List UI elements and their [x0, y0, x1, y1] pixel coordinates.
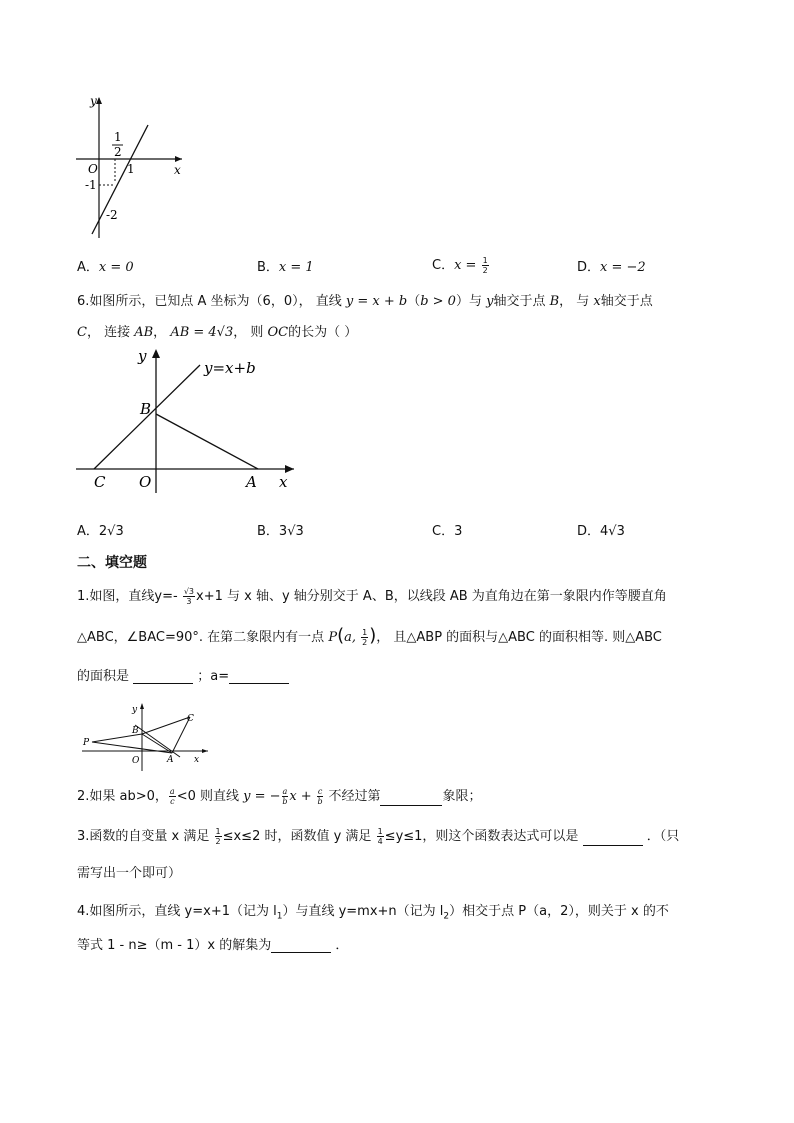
- point-p-label: P: [83, 738, 90, 748]
- graph-fill-q1: [80, 700, 220, 772]
- answer-blank[interactable]: [583, 831, 643, 846]
- option-expr: 3: [454, 524, 463, 539]
- option-expr: 3√3: [278, 524, 304, 539]
- x-axis-label: x: [174, 163, 181, 177]
- q6-option-a[interactable]: [77, 520, 124, 539]
- q6-stem-line1: 6.如图所示，已知点 A 坐标为（6，0）， 直线 y = x + b（b > 0）与 y轴交于点 B， 与 x轴交于点: [77, 294, 653, 309]
- point-c-label: C: [187, 714, 194, 724]
- q6-option-c[interactable]: [432, 520, 462, 539]
- option-fraction: $\frac{1}{2}$: [482, 256, 488, 275]
- answer-blank-a[interactable]: [229, 669, 289, 684]
- graph-q5: [70, 88, 190, 243]
- answer-blank-area[interactable]: [133, 669, 193, 684]
- q5-option-d[interactable]: [577, 256, 646, 275]
- point-b-label: B: [140, 400, 152, 418]
- option-letter: A．: [77, 524, 99, 539]
- q5-option-b[interactable]: [257, 256, 314, 275]
- option-letter: A．: [77, 260, 99, 275]
- graph-q6: [72, 345, 302, 495]
- fq1-line1: 1.如图，直线y=- $\frac{√3}{3}$ x+1 与 x 轴、y 轴分别交于 A、B，以线段 AB 为直角边在第一象限内作等腰直角: [77, 587, 667, 606]
- answer-blank[interactable]: [380, 791, 442, 806]
- fq1-line2: △ABC，∠BAC=90°. 在第二象限内有一点 P(a, $\frac{1}{2}$ )， 且△ABP 的面积与△ABC 的面积相等. 则△ABC: [77, 625, 662, 647]
- q5-option-a[interactable]: [77, 256, 134, 275]
- q6-stem-line2: C， 连接 AB， AB = 4√3， 则 OC的长为（ ）: [77, 325, 358, 340]
- point-b-label: B: [132, 726, 139, 736]
- half-denominator: 2: [114, 145, 122, 159]
- option-expr: x =: [454, 258, 481, 273]
- q6-option-b[interactable]: [257, 520, 304, 539]
- fq3-line1: 3.函数的自变量 x 满足 $\frac{1}{2}$ ≤x≤2 时，函数值 y 满足 $\frac{1}{4}$ ≤y≤1，则这个函数表达式可以是 ．（只: [77, 827, 680, 846]
- half-numerator: 1: [114, 130, 122, 144]
- line-label: y=x+b: [204, 359, 256, 377]
- option-letter: D．: [577, 260, 601, 275]
- neg2-label: -2: [106, 208, 118, 222]
- q6-option-d[interactable]: [577, 520, 625, 539]
- q5-option-c[interactable]: [432, 254, 490, 275]
- fq1-line3: 的面积是 ；a=: [77, 665, 289, 684]
- fq2-line: 2.如果 ab>0， $\frac{a}{c}$ <0 则直线 y = − $\frac{a}{b}$ x + $\frac{c}{b}$ 不经过第 象限；: [77, 787, 482, 806]
- point-a-label: A: [167, 755, 174, 765]
- answer-blank[interactable]: [271, 938, 331, 953]
- y-axis-label: y: [138, 347, 147, 365]
- option-expr: 4√3: [600, 524, 625, 539]
- origin-label: O: [132, 756, 140, 766]
- y-axis-label: y: [90, 94, 97, 108]
- option-letter: C．: [432, 258, 455, 273]
- point-a-label: A: [246, 473, 257, 491]
- one-label: 1: [127, 162, 135, 176]
- option-letter: B．: [257, 260, 279, 275]
- option-letter: C．: [432, 524, 455, 539]
- x-axis-label: x: [279, 473, 288, 491]
- option-letter: B．: [257, 524, 279, 539]
- origin-label: O: [139, 473, 152, 491]
- fq4-line2: 等式 1 - n≥（m - 1）x 的解集为 ．: [77, 938, 349, 953]
- option-expr: 2√3: [98, 524, 124, 539]
- neg1-label: -1: [85, 178, 97, 192]
- x-axis-label: x: [194, 755, 200, 765]
- section-heading: 二、填空题: [77, 555, 147, 571]
- point-c-label: C: [94, 473, 106, 491]
- fq3-line2: 需写出一个即可）: [77, 866, 182, 881]
- option-letter: D．: [577, 524, 601, 539]
- option-expr: x = −2: [600, 260, 646, 275]
- y-axis-label: y: [132, 705, 138, 715]
- option-expr: x = 0: [98, 260, 134, 275]
- fq4-line1: 4.如图所示，直线 y=x+1（记为 $l_1$）与直线 y=mx+n（记为 $l_2$）相交于点 P（a，2），则关于 x 的不: [77, 904, 669, 922]
- option-expr: x = 1: [278, 260, 314, 275]
- origin-label: O: [88, 162, 98, 176]
